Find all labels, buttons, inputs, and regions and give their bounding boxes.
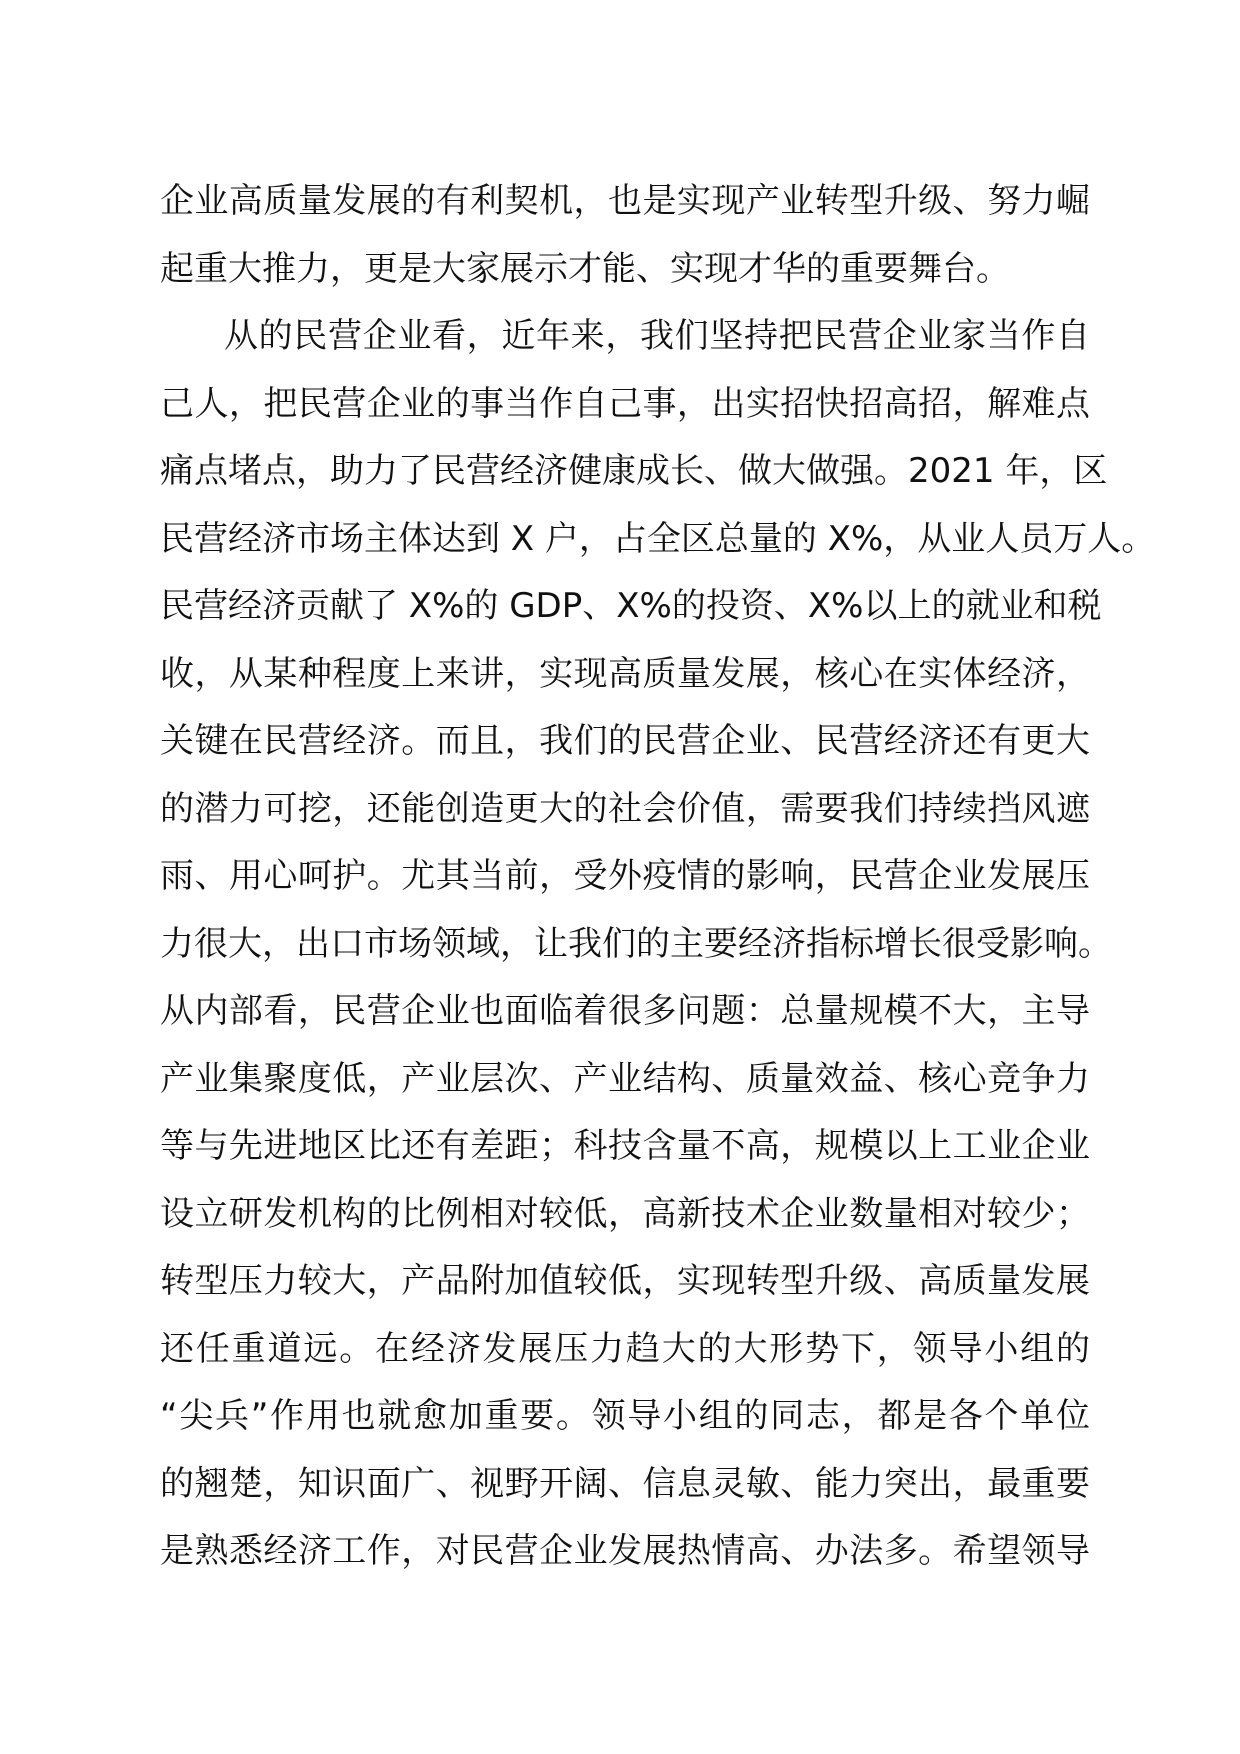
text-line: 设立研发机构的比例相对较低，高新技术企业数量相对较少； [160, 1193, 1090, 1234]
text-line: 是熟悉经济工作，对民营企业发展热情高、办法多。希望领导 [160, 1531, 1090, 1571]
text-line: 力很大，出口市场领域，让我们的主要经济指标增长很受影响。 [160, 923, 1112, 964]
text-line: 民营经济贡献了 X%的 GDP、X%的投资、X%以上的就业和税 [160, 586, 1102, 626]
text-line: 起重大推力，更是大家展示才能、实现才华的重要舞台。 [160, 248, 1010, 289]
text-line: 等与先进地区比还有差距；科技含量不高，规模以上工业企业 [160, 1126, 1090, 1166]
text-line: 民营经济市场主体达到 X 户，占全区总量的 X%，从业人员万人。 [160, 518, 1156, 559]
text-line: 还任重道远。在经济发展压力趋大的大形势下，领导小组的 [160, 1328, 1090, 1369]
text-line: 企业高质量发展的有利契机，也是实现产业转型升级、努力崛 [160, 181, 1090, 221]
text-line: 关键在民营经济。而且，我们的民营企业、民营经济还有更大 [160, 721, 1090, 761]
text-line: 的翘楚，知识面广、视野开阔、信息灵敏、能力突出，最重要 [160, 1463, 1090, 1504]
text-line: 的潜力可挖，还能创造更大的社会价值，需要我们持续挡风遮 [160, 788, 1090, 829]
text-line: 己人，把民营企业的事当作自己事，出实招快招高招，解难点 [160, 383, 1090, 424]
text-line: 痛点堵点，助力了民营经济健康成长、做大做强。2021 年，区 [160, 451, 1108, 491]
body-text [160, 168, 1156, 1586]
paragraph-first-line: 从的民营企业看，近年来，我们坚持把民营企业家当作自 [224, 316, 1090, 356]
text-line: 转型压力较大，产品附加值较低，实现转型升级、高质量发展 [160, 1261, 1090, 1301]
text-line: 产业集聚度低，产业层次、产业结构、质量效益、核心竞争力 [160, 1058, 1090, 1099]
text-line: 雨、用心呵护。尤其当前，受外疫情的影响，民营企业发展压 [160, 856, 1090, 896]
text-line: 收，从某种程度上来讲，实现高质量发展，核心在实体经济， [160, 653, 1090, 694]
text-line: “尖兵”作用也就愈加重要。领导小组的同志，都是各个单位 [160, 1396, 1090, 1436]
text-line: 从内部看，民营企业也面临着很多问题：总量规模不大，主导 [160, 991, 1090, 1031]
